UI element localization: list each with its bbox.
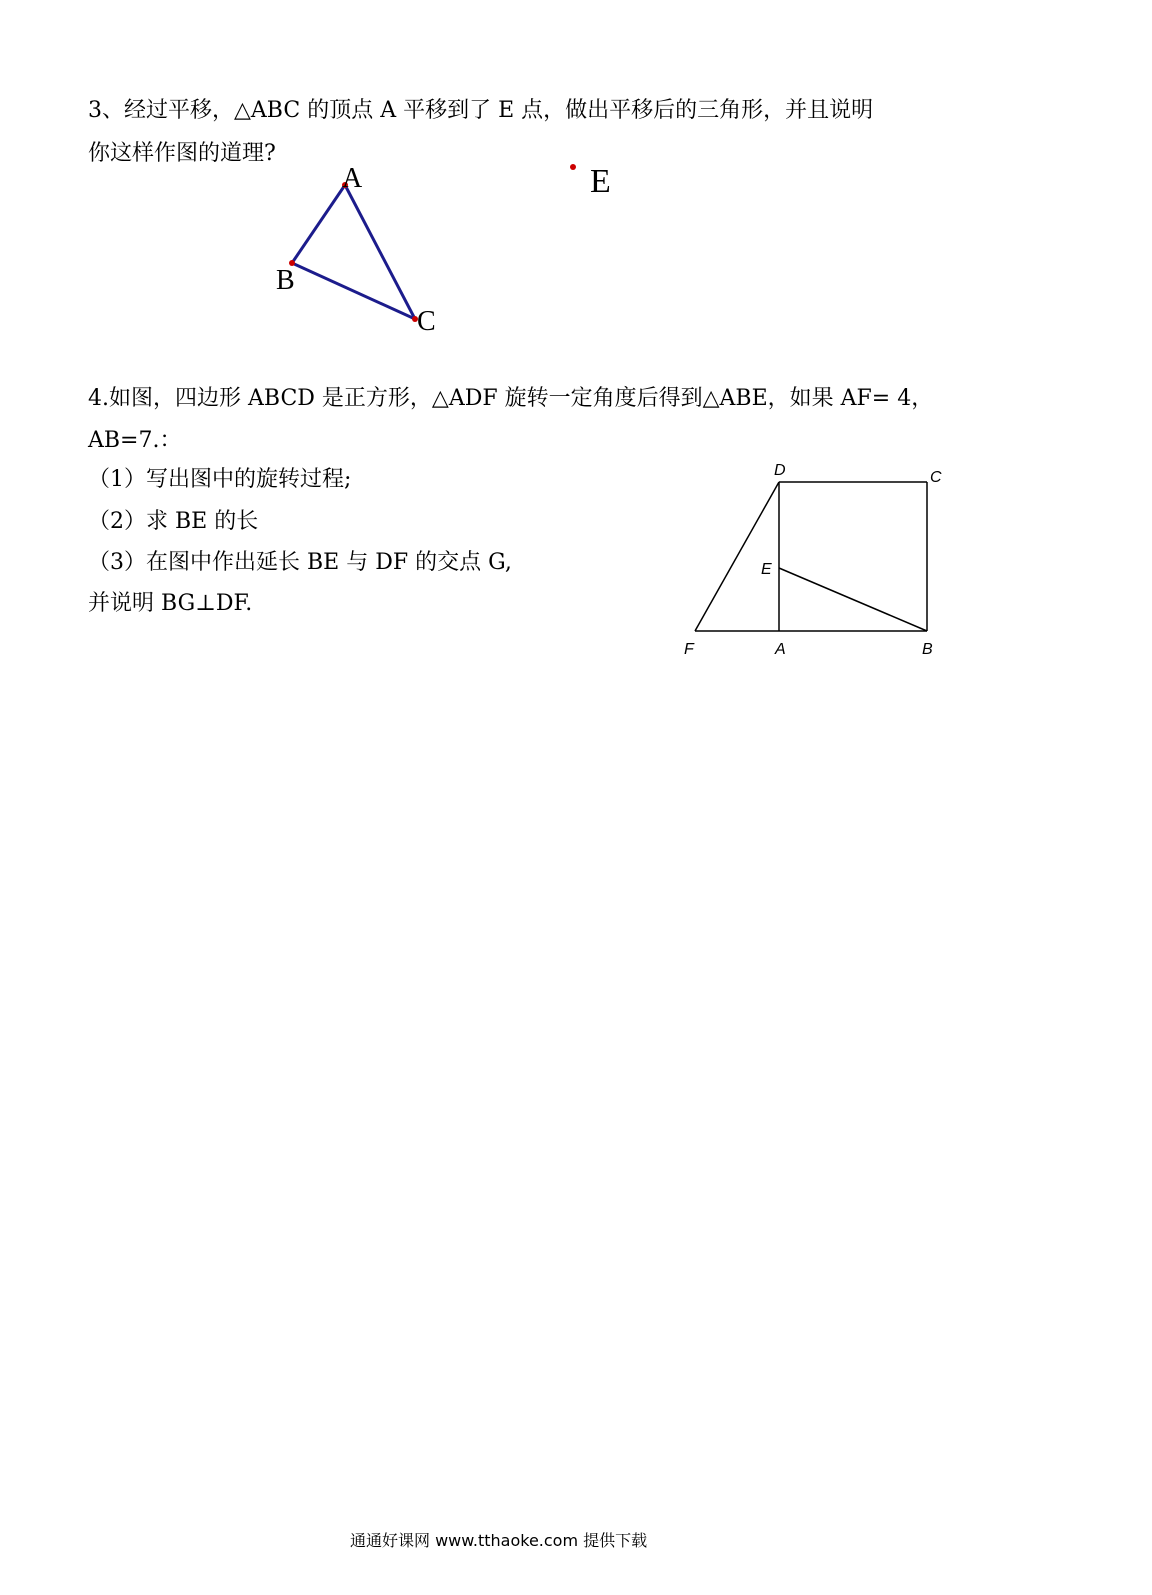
page-footer: 通通好课网 www.tthaoke.com 提供下载: [350, 1531, 648, 1550]
problem4-question3-continued: 并说明 BG⊥DF.: [88, 591, 253, 616]
problem4-question3: （3）在图中作出延长 BE 与 DF 的交点 G,: [88, 550, 512, 575]
problem4-line2: AB=7.：: [88, 428, 182, 453]
problem4-line1: 4.如图，四边形 ABCD 是正方形，△ADF 旋转一定角度后得到△ABE，如果 AF= 4，: [88, 386, 934, 411]
label-b: B: [276, 265, 295, 296]
label-c2: C: [930, 469, 942, 486]
label-e2: E: [761, 561, 772, 578]
segment-df: [695, 482, 779, 631]
label-a2: A: [775, 641, 786, 658]
problem3-line2: 你这样作图的道理?: [88, 141, 276, 166]
problem3-line1: 3、经过平移，△ABC 的顶点 A 平移到了 E 点，做出平移后的三角形，并且说明: [88, 98, 874, 123]
label-c: C: [417, 306, 436, 337]
label-e: E: [590, 163, 611, 200]
problem4-figure: [0, 0, 1152, 700]
label-f: F: [684, 641, 694, 658]
problem4-question2: （2）求 BE 的长: [88, 509, 259, 534]
label-a: A: [342, 163, 363, 194]
problem4-question1: （1）写出图中的旋转过程;: [88, 467, 352, 492]
label-d: D: [774, 462, 786, 479]
segment-eb: [779, 568, 927, 631]
label-b2: B: [922, 641, 933, 658]
